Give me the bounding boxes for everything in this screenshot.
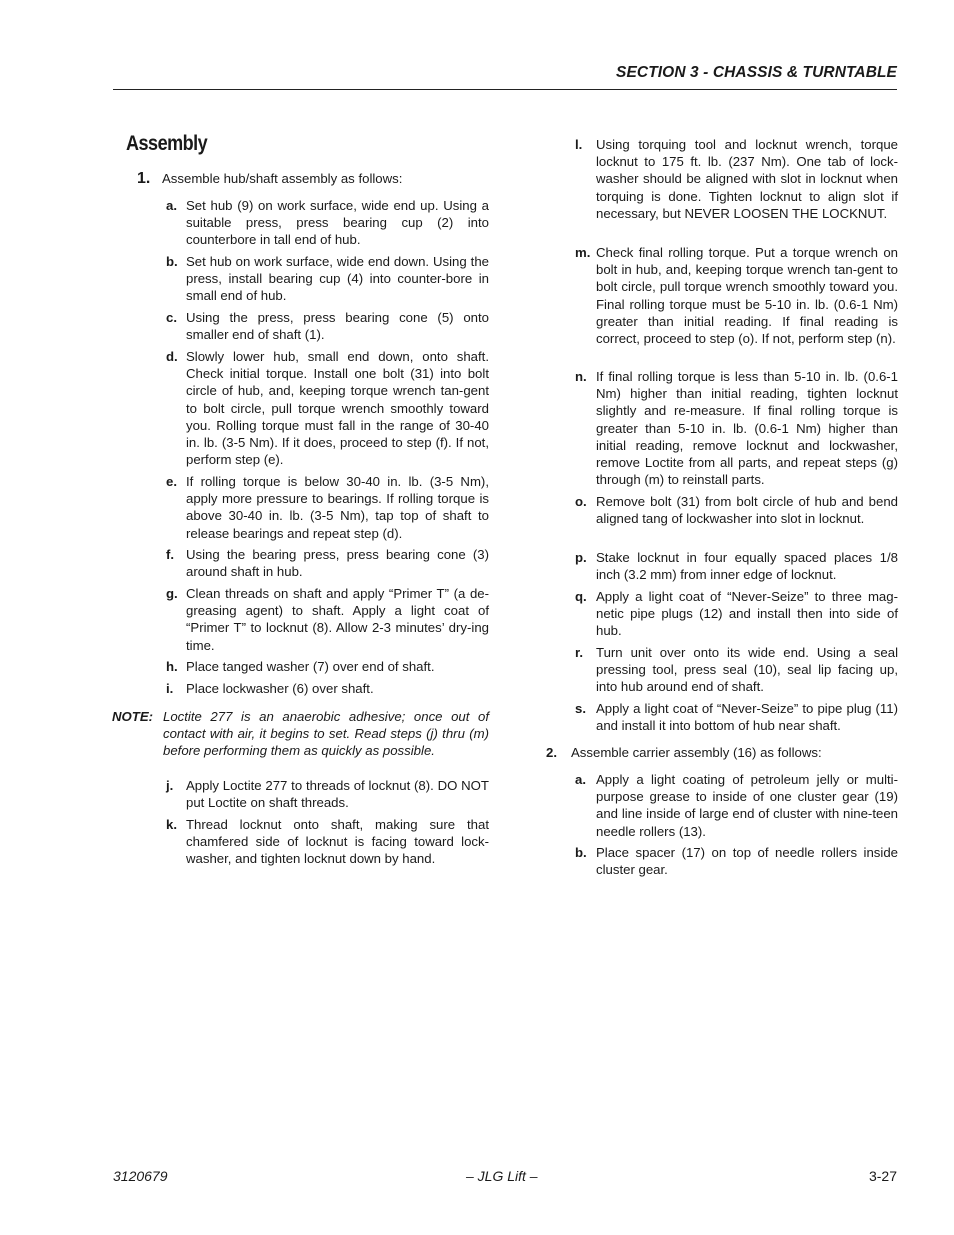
substep-label: o. (575, 494, 587, 509)
step-text: Assemble hub/shaft assembly as follows: (162, 171, 403, 186)
step-text: Assemble carrier assembly (16) as follows: (571, 745, 822, 760)
substep-label: r. (575, 645, 584, 660)
footer-doc-number: 3120679 (113, 1168, 168, 1184)
substep-text: Set hub on work surface, wide end down. Using the press, install bearing cup (4) into counter-bore in small end of hub. (186, 254, 489, 304)
step-number: 1. (137, 170, 151, 187)
substep-label: q. (575, 589, 587, 604)
substep-text: Slowly lower hub, small end down, onto shaft. Check initial torque. Install one bolt (31) into bolt circle of hub, and, keeping torque wrench tan-gent to bolt circle, pull torque wrench smoothly toward you. Rolling torque must fall in the range of 30-40 in. lb. (3-5 Nm). If it does, proceed to step (f). If not, perform step (e). (186, 349, 489, 468)
note-text: Loctite 277 is an anaerobic adhesive; once out of contact with air, it begins to set. Read steps (j) thru (m) before performing them as quickly as possible. (163, 709, 489, 759)
substep-label: e. (166, 474, 177, 489)
footer-center: – JLG Lift – (466, 1168, 538, 1184)
substep-text: Turn unit over onto its wide end. Using a seal pressing tool, press seal (10), seal lip facing up, into hub around end of shaft. (596, 645, 898, 695)
header-divider (113, 89, 897, 90)
substep-label: n. (575, 369, 587, 384)
substep-text: Check final rolling torque. Put a torque wrench on bolt in hub, and, keeping torque wrench tan-gent to bolt circle, pull torque wrench smoothly toward you. Final rolling torque must be 5-10 in. lb. (0.6-1 Nm) greater than initial reading. If final reading is correct, proceed to step (o). If not, perform step (n). (596, 245, 898, 347)
substep-label: i. (166, 681, 174, 696)
substep-text: Using torquing tool and locknut wrench, torque locknut to 175 ft. lb. (237 Nm). One tab of lock-washer should be aligned with slot in locknut when torquing is done. Tighten locknut to align slot if necessary, but NEVER LOOSEN THE LOCKNUT. (596, 137, 898, 221)
substep-text: If rolling torque is below 30-40 in. lb. (3-5 Nm), apply more pressure to bearings. If rolling torque is above 30-40 in. lb. (3-5 Nm), tap top of shaft to release bearings and repeat step (d). (186, 474, 489, 541)
note-label: NOTE: (112, 709, 154, 724)
substep-label: l. (575, 137, 583, 152)
substep-label: b. (166, 254, 178, 269)
substep-label: p. (575, 550, 587, 565)
substep-label: g. (166, 586, 178, 601)
substep-label: d. (166, 349, 178, 364)
substep-label: s. (575, 701, 586, 716)
substep-text: Apply Loctite 277 to threads of locknut (8). DO NOT put Loctite on shaft threads. (186, 778, 489, 811)
substep-label: b. (575, 845, 587, 860)
footer-page-number: 3-27 (868, 1168, 897, 1184)
substep-label: h. (166, 659, 178, 674)
substep-label: a. (166, 198, 177, 213)
substep-text: Stake locknut in four equally spaced places 1/8 inch (3.2 mm) from inner edge of locknut. (596, 550, 898, 583)
substep-text: If final rolling torque is less than 5-10 in. lb. (0.6-1 Nm) higher than initial reading, tighten locknut slightly and re-measure. If final rolling torque is greater than 5-10 in. lb. (0.6-1 Nm) higher than initial reading, remove locknut and lockwasher, remove Loctite from all parts, and repeat steps (g) through (m) to reinstall parts. (596, 369, 898, 488)
substep-text: Place lockwasher (6) over shaft. (186, 681, 374, 696)
substep-label: c. (166, 310, 177, 325)
substep-label: f. (166, 547, 175, 562)
section-heading: Assembly (126, 132, 208, 155)
substep-label: a. (575, 772, 586, 787)
substep-text: Apply a light coat of “Never-Seize” to pipe plug (11) and install it into bottom of hub near shaft. (596, 701, 898, 734)
substep-text: Place spacer (17) on top of needle rollers inside cluster gear. (596, 845, 898, 878)
step-number: 2. (546, 745, 557, 760)
substep-text: Apply a light coat of “Never-Seize” to three mag-netic pipe plugs (12) and install then into side of hub. (596, 589, 898, 639)
substep-text: Apply a light coating of petroleum jelly or multi-purpose grease to inside of one cluster gear (19) and line inside of large end of cluster with nine-teen needle rollers (13). (596, 772, 898, 839)
substep-text: Using the bearing press, press bearing cone (3) around shaft in hub. (186, 547, 489, 580)
substep-text: Remove bolt (31) from bolt circle of hub and bend aligned tang of lockwasher into slot in locknut. (596, 494, 898, 527)
substep-text: Using the press, press bearing cone (5) onto smaller end of shaft (1). (186, 310, 489, 343)
substep-label: j. (166, 778, 174, 793)
substep-text: Place tanged washer (7) over end of shaft. (186, 659, 435, 674)
substep-text: Set hub (9) on work surface, wide end up. Using a suitable press, press bearing cup (2) into counterbore in tall end of hub. (186, 198, 489, 248)
substep-text: Thread locknut onto shaft, making sure that chamfered side of locknut is facing toward lock-washer, and tighten locknut down by hand. (186, 817, 489, 867)
substep-label: m. (575, 245, 591, 260)
substep-text: Clean threads on shaft and apply “Primer T” (a de-greasing agent) to shaft. Apply a light coat of “Primer T” to locknut (8). Allow 2-3 minutes’ dry-ing time. (186, 586, 489, 653)
substep-label: k. (166, 817, 177, 832)
section-header: SECTION 3 - CHASSIS & TURNTABLE (616, 64, 897, 81)
